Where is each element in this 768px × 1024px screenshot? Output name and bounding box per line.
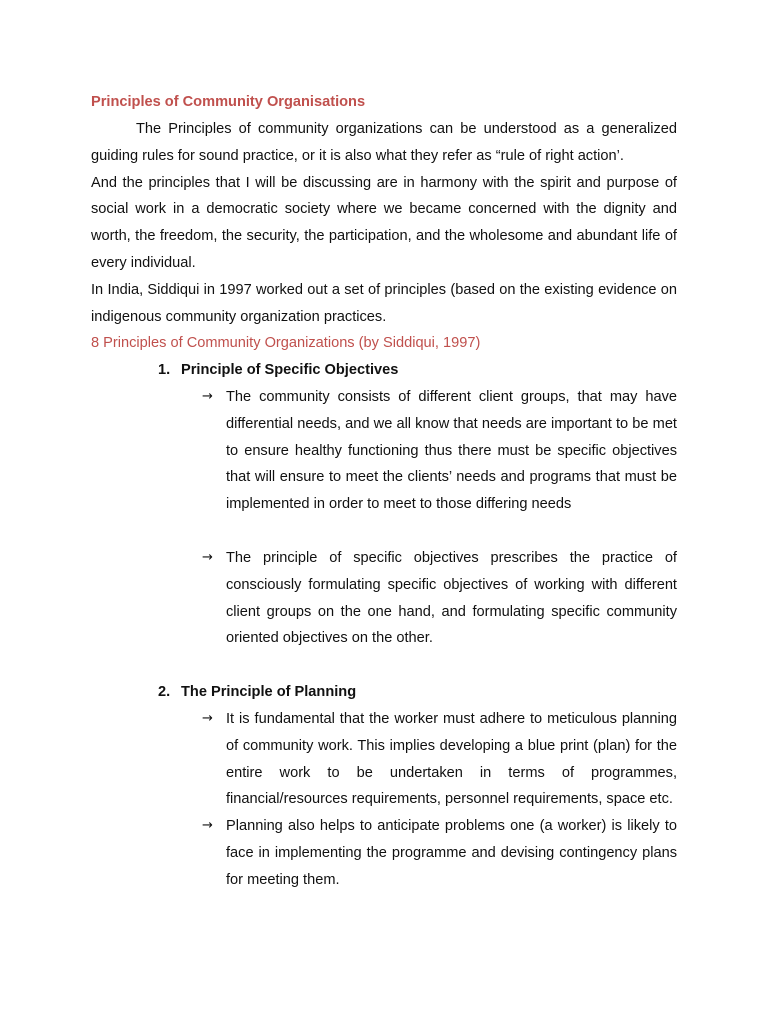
bullet-text: It is fundamental that the worker must adhere to meticulous planning of community work. This implies developing a blue print (plan) for the entire work to be undertaken in terms of programmes, financial/resources requirements, personnel requirements, space etc.: [226, 710, 677, 808]
spacer: [91, 652, 677, 679]
section-heading: [158, 679, 677, 706]
intro-paragraph: The Principles of community organizations can be understood as a generalized guiding rules for sound practice, or it is also what they refer as “rule of right action’.: [91, 121, 677, 164]
section-number: 1.: [158, 362, 171, 379]
list-item: [202, 813, 677, 893]
section-specific-objectives: [91, 357, 677, 652]
section-heading: [158, 357, 677, 384]
bullet-text: Planning also helps to anticipate problems one (a worker) is likely to face in implementing the programme and devising contingency plans for meeting them.: [226, 818, 677, 888]
list-item: [202, 706, 677, 813]
principles-subtitle: 8 Principles of Community Organizations (by Siddiqui, 1997): [91, 335, 481, 352]
bullet-text: The community consists of different client groups, that may have differential needs, and we all know that needs are important to be met to ensure healthy functioning thus there must be specific objectives that will ensure to meet the clients’ needs and programs that must be implemented in order to meet to those differing needs: [226, 388, 677, 513]
spacer: [91, 518, 677, 545]
section-heading-text: The Principle of Planning: [181, 684, 357, 701]
list-item: [202, 545, 677, 652]
bullet-list: [91, 706, 677, 894]
section-planning: [91, 679, 677, 893]
document-page: [91, 88, 677, 894]
harmony-paragraph: And the principles that I will be discussing are in harmony with the spirit and purpose of social work in a democratic society where we became concerned with the dignity and worth, the freedom, the security, the participation, and the wholesome and abundant life of every individual.: [91, 174, 677, 271]
section-heading-text: Principle of Specific Objectives: [181, 362, 399, 379]
right-arrow-icon: →: [202, 549, 213, 565]
right-arrow-icon: →: [202, 388, 213, 404]
section-number: 2.: [158, 684, 171, 701]
bullet-text: The principle of specific objectives prescribes the practice of consciously formulating specific objectives of working with different client groups on the one hand, and formulating specific community oriented objectives on the other.: [226, 549, 677, 647]
bullet-list: [91, 384, 677, 652]
right-arrow-icon: →: [202, 818, 213, 834]
siddiqui-paragraph: In India, Siddiqui in 1997 worked out a set of principles (based on the existing evidence on indigenous community organization practices.: [91, 281, 677, 325]
document-title: Principles of Community Organisations: [91, 94, 366, 110]
right-arrow-icon: →: [202, 710, 213, 726]
list-item: [202, 384, 677, 518]
